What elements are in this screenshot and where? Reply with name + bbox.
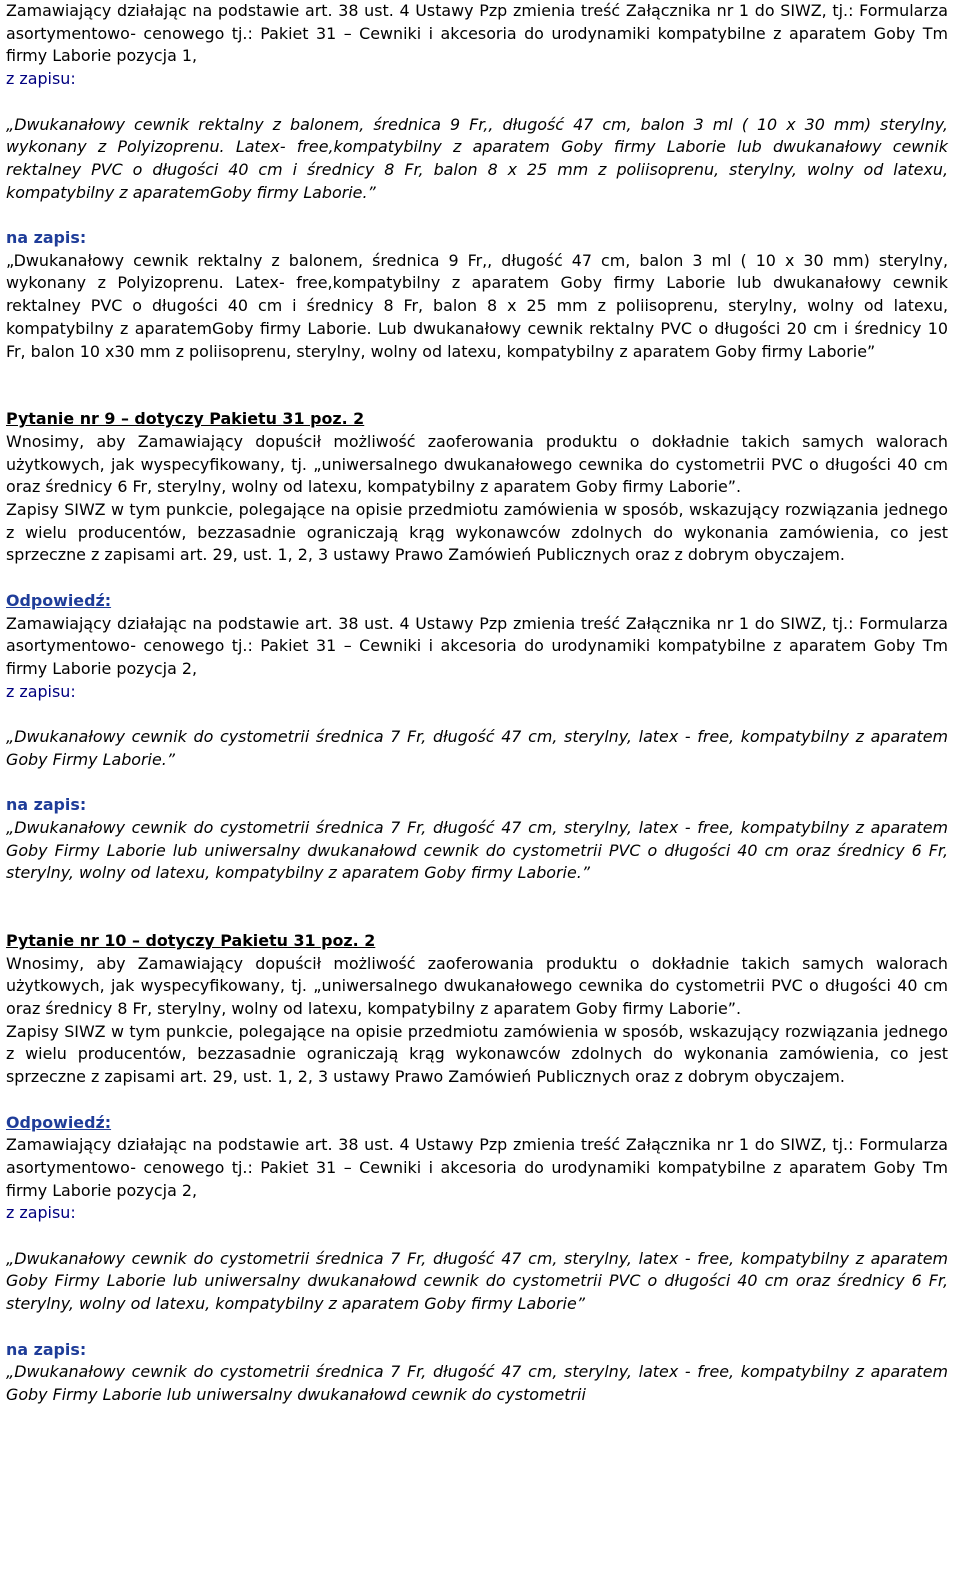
q9-from-text: „Dwukanałowy cewnik do cystometrii średnica 7 Fr, długość 47 cm, sterylny, latex - free, kompatybilny z aparatem Goby Firmy Laborie.” [6, 727, 948, 769]
q9-argument: Zapisy SIWZ w tym punkcie, polegające na opisie przedmiotu zamówienia w sposób, wskazujący rozwiązania jednego z wielu producentów, bezzasadnie ograniczają krąg wykonawców zdolnych do wykonania zamówienia, co jest sprzeczne z zapisami art. 29, ust. 1, 2, 3 ustawy Prawo Zamówień Publicznych oraz z dobrym obyczajem. [6, 500, 948, 565]
q10-answer-label: Odpowiedź: [6, 1112, 112, 1132]
spacer [6, 204, 948, 227]
q9-heading: Pytanie nr 9 – dotyczy Pakietu 31 poz. 2 [6, 409, 365, 429]
q10-from-label: z zapisu: [6, 1203, 76, 1223]
q10-heading: Pytanie nr 10 – dotyczy Pakietu 31 poz. 2 [6, 930, 376, 950]
block0-to-text: „Dwukanałowy cewnik rektalny z balonem, średnica 9 Fr,, długość 47 cm, balon 3 ml ( 10 x 30 mm) sterylny, wykonany z Polyizoprenu. Latex- free,kompatybilny z aparatem Goby firmy Laborie lub dwukanałowy cewnik rektalney PVC o długości 40 cm i średnicy 8 Fr, balon 8 x 25 mm z poliisoprenu, sterylny, wolny od latexu, kompatybilny z aparatemGoby firmy Laborie. Lub dwukanałowy cewnik rektalny PVC o długości 20 cm i średnicy 10 Fr, balon 10 x30 mm z poliisoprenu, sterylny, wolny od latexu, kompatybilny z aparatem Goby firmy Laborie” [6, 250, 948, 361]
q10-to-label: na zapis: [6, 1339, 87, 1359]
q9-answer-label: Odpowiedź: [6, 590, 112, 610]
block0-from-text: „Dwukanałowy cewnik rektalny z balonem, średnica 9 Fr,, długość 47 cm, balon 3 ml ( 10 x 30 mm) sterylny, wykonany z Polyizoprenu. Latex- free,kompatybilny z aparatem Goby firmy Laborie lub dwukanałowy cewnik rektalney PVC o długości 40 cm i średnicy 8 Fr, balon 8 x 25 mm z poliisoprenu, sterylny, wolny od latexu, kompatybilny z aparatemGoby firmy Laborie.” [6, 114, 948, 202]
block0-to-label: na zapis: [6, 228, 87, 247]
spacer [6, 91, 948, 114]
spacer [6, 703, 948, 726]
q9-to-text: „Dwukanałowy cewnik do cystometrii średnica 7 Fr, długość 47 cm, sterylny, latex - free, kompatybilny z aparatem Goby Firmy Laborie lub uniwersalny dwukanałowd cewnik do cystometrii PVC o długości 40 cm oraz średnicy 6 Fr, sterylny, wolny od latexu, kompatybilny z aparatem Goby firmy Laborie.” [6, 817, 948, 883]
spacer [6, 567, 948, 590]
spacer [6, 1316, 948, 1339]
q9-from-label: z zapisu: [6, 681, 76, 701]
q10-argument: Zapisy SIWZ w tym punkcie, polegające na opisie przedmiotu zamówienia w sposób, wskazujący rozwiązania jednego z wielu producentów, bezzasadnie ograniczają krąg wykonawców zdolnych do wykonania zamówienia, co jest sprzeczne z zapisami art. 29, ust. 1, 2, 3 ustawy Prawo Zamówień Publicznych oraz z dobrym obyczajem. [6, 1021, 948, 1087]
spacer [6, 1225, 948, 1248]
spacer [6, 1089, 948, 1112]
block0-intro: Zamawiający działając na podstawie art. 38 ust. 4 Ustawy Pzp zmienia treść Załącznika nr 1 do SIWZ, tj.: Formularza asortymentowo- cenowego tj.: Pakiet 31 – Cewniki i akcesoria do urodynamiki kompatybilne z aparatem Goby Tm firmy Laborie pozycja 1, [6, 1, 948, 66]
spacer [6, 363, 948, 408]
block0-from-label: z zapisu: [6, 69, 76, 89]
spacer [6, 885, 948, 930]
spacer [6, 771, 948, 794]
q9-answer: Zamawiający działając na podstawie art. 38 ust. 4 Ustawy Pzp zmienia treść Załącznika nr 1 do SIWZ, tj.: Formularza asortymentowo- cenowego tj.: Pakiet 31 – Cewniki i akcesoria do urodynamiki kompatybilne z aparatem Goby Tm firmy Laborie pozycja 2, [6, 613, 948, 678]
q10-from-text: „Dwukanałowy cewnik do cystometrii średnica 7 Fr, długość 47 cm, sterylny, latex - free, kompatybilny z aparatem Goby Firmy Laborie lub uniwersalny dwukanałowd cewnik do cystometrii PVC o długości 40 cm oraz średnicy 6 Fr, sterylny, wolny od latexu, kompatybilny z aparatem Goby firmy Laborie” [6, 1248, 948, 1314]
q9-to-label: na zapis: [6, 795, 87, 815]
q10-question: Wnosimy, aby Zamawiający dopuścił możliwość zaoferowania produktu o dokładnie takich samych walorach użytkowych, jak wyspecyfikowany, tj. „uniwersalnego dwukanałowego cewnika do cystometrii PVC o długości 40 cm oraz średnicy 8 Fr, sterylny, wolny od latexu, kompatybilny z aparatem Goby firmy Laborie”. [6, 953, 948, 1019]
q9-question: Wnosimy, aby Zamawiający dopuścił możliwość zaoferowania produktu o dokładnie takich samych walorach użytkowych, jak wyspecyfikowany, tj. „uniwersalnego dwukanałowego cewnika do cystometrii PVC o długości 40 cm oraz średnicy 6 Fr, sterylny, wolny od latexu, kompatybilny z aparatem Goby firmy Laborie”. [6, 431, 948, 497]
q10-answer: Zamawiający działając na podstawie art. 38 ust. 4 Ustawy Pzp zmienia treść Załącznika nr 1 do SIWZ, tj.: Formularza asortymentowo- cenowego tj.: Pakiet 31 – Cewniki i akcesoria do urodynamiki kompatybilne z aparatem Goby Tm firmy Laborie pozycja 2, [6, 1135, 948, 1200]
q10-to-text: „Dwukanałowy cewnik do cystometrii średnica 7 Fr, długość 47 cm, sterylny, latex - free, kompatybilny z aparatem Goby Firmy Laborie lub uniwersalny dwukanałowd cewnik do cystometrii [6, 1362, 948, 1404]
